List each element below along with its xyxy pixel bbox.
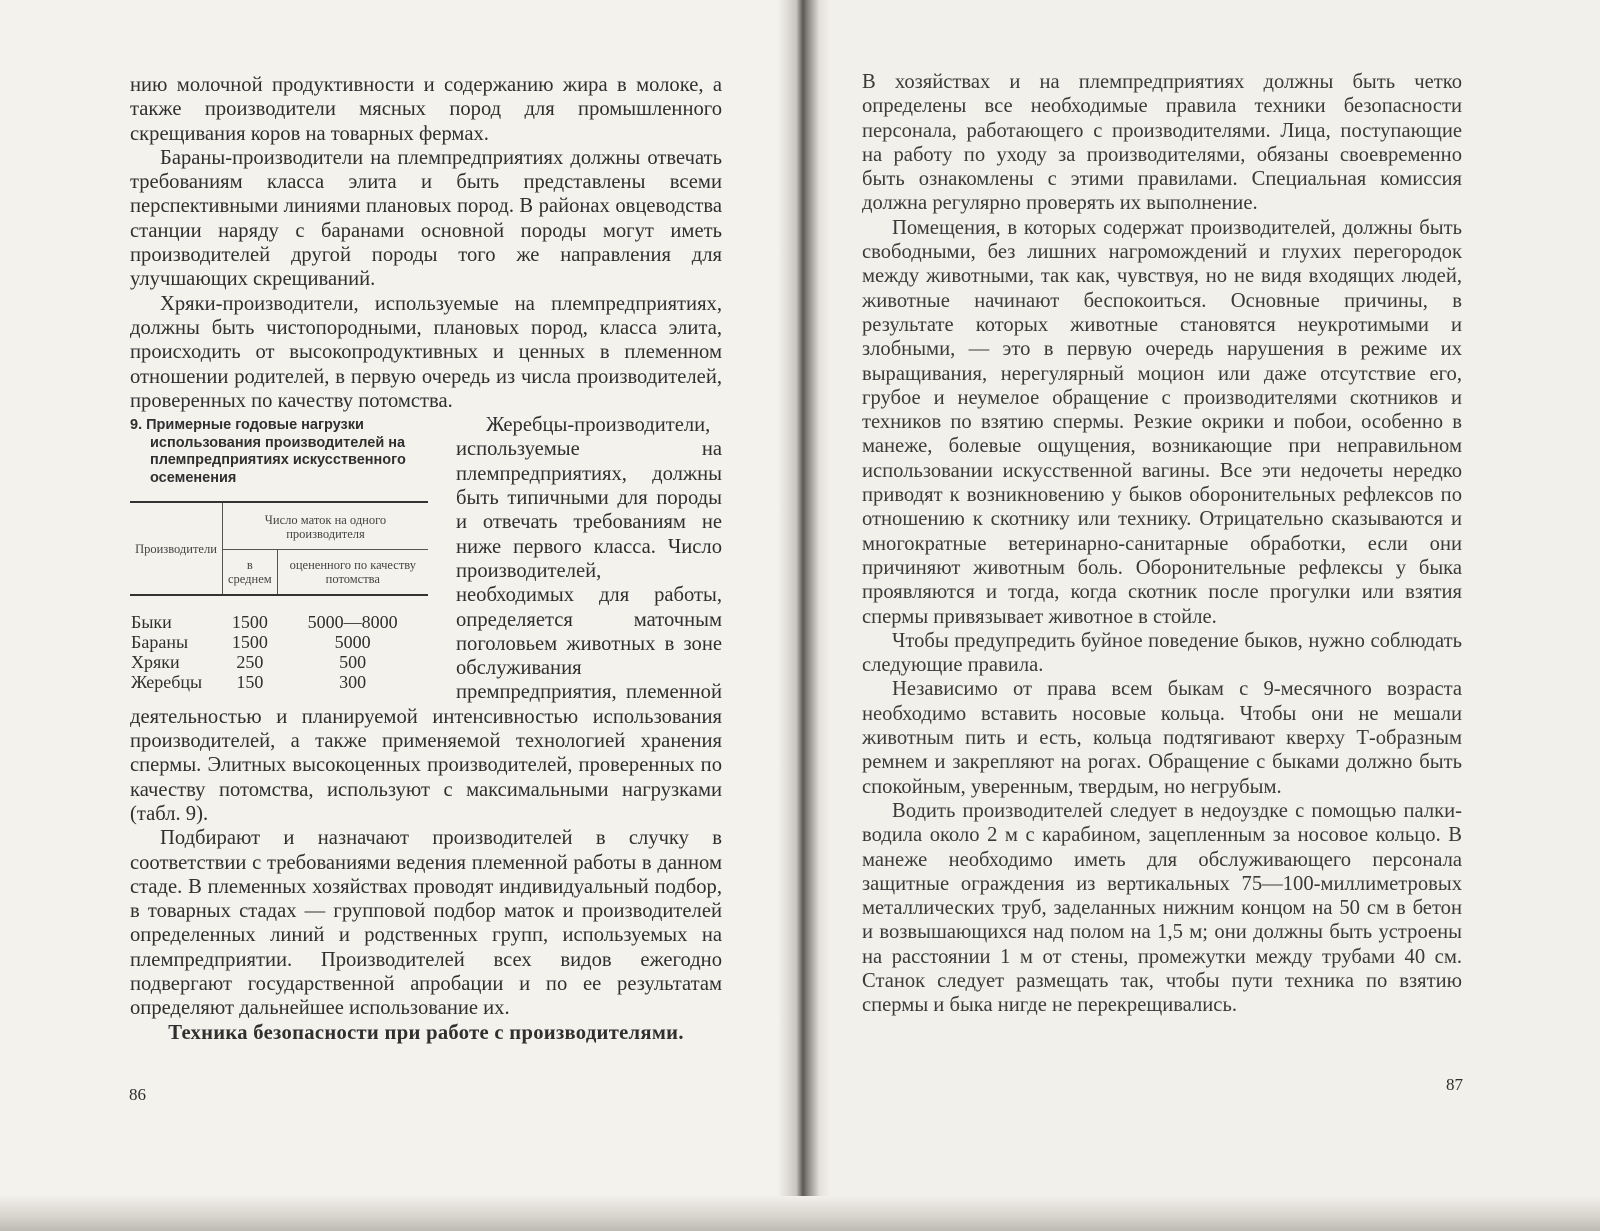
table-9 [130,417,430,692]
row-label: Жеребцы [131,672,203,693]
paragraph: Водить производителей следует в недоуздке с помощью палки-водила около 2 м с карабином, зацепленным за носовое кольцо. В манеже необходимо иметь для обслуживающего персонала защитные ограждения из вертикальных 75—100-миллиметровых металлических труб, заделанных нижним концом на 50 см в бетон и возвышающихся над полом на 1,5 м; они должны быть устроены на расстоянии 1 м от стены, промежутки между трубами 40 см. Станок следует размещать так, чтобы пути техника по взятию спермы и быка нигде не перекрещивались. [862,799,1462,1017]
cell-tested: 5000—8000 [307,612,398,633]
paragraph: Бараны-производители на племпредприятиях должны отвечать требованиям класса элита и быть представлены всеми перспективными линиями плановых пород. В районах овцеводства станции наряду с баранами основной породы могут иметь производителей другой породы того же направления для улучшающих скрещиваний. [130,146,722,291]
paragraph: Подбирают и назначают производителей в случку в соответствии с требованиями ведения племенной работы в данном стаде. В племенных хозяйствах проводят индивидуальный подбор, в товарных стадах — групповой подбор маток и производителей определенных линий и родственных групп, используемых на племпредприятии. Производителей всех видов ежегодно подвергают государственной апробации и по ее результатам определяют дальнейшее использование их. [130,827,722,1020]
column-header-tested: оцененного по качеству потомства [277,550,428,596]
paragraph: Хряки-производители, используемые на племпредприятиях, должны быть чистопородными, плановых пород, класса элита, происходить от высокопродуктивных и ценных в племенном отношении родителей, в первую очередь из числа производителей, проверенных по качеству потомства. [130,292,722,412]
cell-tested: 300 [339,672,367,693]
load-table [130,501,428,692]
table-row [130,672,428,692]
paragraph: В хозяйствах и на племпредприятиях должны быть четко определены все необходимые правила техники безопасности персонала, работающего с производителями. Лица, поступающие на работу по уходу за производителями, обязаны своевременно быть ознакомлены с этими правилами. Специальная комиссия должна регулярно проверять их выполнение. [862,71,1462,215]
column-header-producers: Производители [130,502,223,595]
cell-tested: 5000 [334,632,371,653]
cell-average: 1500 [231,632,268,653]
page-bottom-edge [0,1196,1600,1231]
right-page [800,0,1600,1231]
paragraph: нию молочной продуктивности и содержанию жира в молоке, а также производители мясных пород для промышленного скрещивания коров на товарных фермах. [130,74,722,145]
cell-average: 250 [236,652,264,673]
page-number: 87 [1446,1075,1463,1094]
cell-tested: 500 [339,652,367,673]
book-gutter [778,0,830,1231]
row-label: Хряки [131,652,180,673]
table-row [130,632,428,652]
cell-average: 150 [236,672,264,693]
column-header-average: в среднем [223,550,278,596]
column-header-group: Число маток на одного производителя [223,502,429,550]
row-label: Быки [131,612,172,633]
row-label: Бараны [131,632,189,653]
table-row [130,652,428,672]
left-text-column [130,73,722,1045]
page-number: 86 [129,1085,146,1104]
table-row [130,612,428,632]
section-heading: Техника безопасности при работе с производителями. [168,1021,684,1044]
right-text-column [862,70,1462,1018]
paragraph: Чтобы предупредить буйное поведение быков, нужно соблюдать следующие правила. [862,629,1462,677]
paragraph: Жеребцы-производители, используемые на племпредприятиях, должны быть типичными для породы и отвечать требованиям не ниже первого класса. Число производителей, необходимых для работы, определяется маточным поголовьем животных в зоне обслуживания премпредприятия, племенной деятельностью и планируемой интенсивностью использования производителей, а также применяемой технологией хранения спермы. Элитных высокоценных производителей, проверенных по качеству потомства, используют с максимальными нагрузками (табл. 9). [130,414,722,825]
paragraph: Помещения, в которых содержат производителей, должны быть свободными, без лишних нагромождений и глухих перегородок между животными, так как, чувствуя, но не видя входящих людей, животные начинают беспокоиться. Основные причины, в результате которых животные становятся неукротимыми и злобными, — это в первую очередь нарушения в режиме их выращивания, нерегулярный моцион или даже отсутствие его, грубое и неумелое обращение с производителями скотников и техников по взятию спермы. Резкие окрики и побои, особенно в манеже, болевые ощущения, возникающие при неправильном использовании искусственной вагины. Все эти недочеты нередко приводят к возникновению у быков оборонительных рефлексов по отношению к скотнику или технику. Отрицательно сказываются и многократные ветеринарно-санитарные обработки, если они причиняют животным боль. Оборонительные рефлексы у быка проявляются и тогда, когда скотник после прогулки или взятия спермы привязывает животное в стойле. [862,216,1462,628]
cell-average: 1500 [231,612,268,633]
paragraph: Независимо от права всем быкам с 9-месячного возраста необходимо вставить носовые кольца. Чтобы они не мешали животным пить и есть, кольца подтягивают кверху Т-образным ремнем и закрепляют на рогах. Обращение с быками должно быть спокойным, уверенным, твердым, но негрубым. [862,678,1462,798]
table-caption: 9. Примерные годовые нагрузки использования производителей на племпредприятиях искусственного осеменения [130,417,406,486]
